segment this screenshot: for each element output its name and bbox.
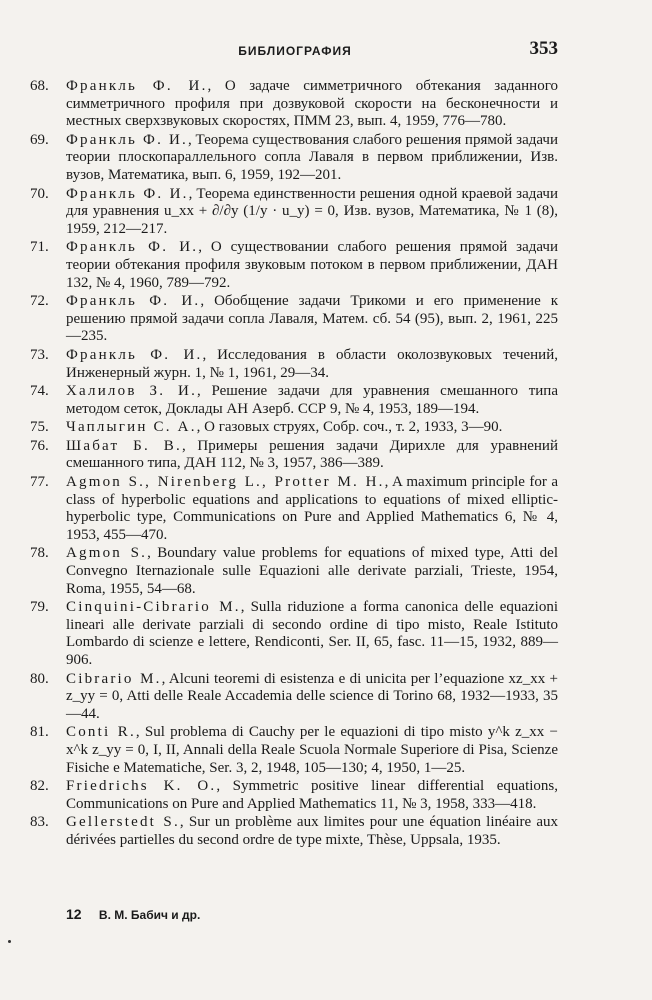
entry-number: 70. [30,185,49,202]
entry-number: 76. [30,437,49,454]
entry-author: Халилов З. И. [66,383,198,400]
entry-author: Шабат Б. В. [66,437,182,454]
entry-text: , Sul problema di Cauchy per le equazioni di tipo misto y^k z_xx − x^k z_yy = 0, I, II, Annali della Reale Scuola Normale Superiore di Pisa, Scienze Fisiche e Matematiche, Ser. 3, 2, 1948, 105—130; 4, 1950, 1—25. [66,724,558,776]
entry-text: , Symmetric positive linear differential equations, Communications on Pure and Applied Mathematics 11, № 3, 1958, 333—418. [66,778,559,812]
bibliography-entry [30,78,558,131]
entry-number: 73. [30,346,49,363]
entry-number: 74. [30,383,49,400]
entry-text: , О газовых струях, Собр. соч., т. 2, 1933, 3—90. [196,419,503,436]
entry-text: , Alcuni teoremi di esistenza e di unicita per l’equazione xz_xx + z_yy = 0, Atti delle Reale Accademia delle science di Torino 68, 1932—1933, 35—44. [66,670,558,722]
bibliography-entry [30,293,558,346]
entry-body [66,724,558,777]
entry-body [66,438,558,473]
page-footer [66,906,200,922]
entry-number: 79. [30,599,49,616]
print-speck [8,940,11,943]
bibliography-entry [30,814,558,849]
bibliography-entry [30,724,558,777]
bibliography-entry [30,671,558,724]
footer-text: В. М. Бабич и др. [98,908,201,922]
entry-body [66,778,558,813]
signature-mark: 12 [66,906,82,922]
entry-text: , О задаче симметричного обтекания заданного симметричного профиля при дозвуковой скорости на бесконечности и местных сверхзвуковых скоростях, ПММ 23, вып. 4, 1959, 776—780. [66,78,558,130]
entry-author: Франкль Ф. И. [66,185,189,202]
entry-author: Gellerstedt S. [66,814,180,831]
entry-number: 83. [30,814,49,831]
entry-number: 69. [30,131,49,148]
bibliography-entry [30,347,558,382]
bibliography-entry [30,599,558,669]
bibliography-entry [30,419,558,437]
entry-author: Франкль Ф. И. [66,346,203,363]
bibliography-entry [30,383,558,418]
entry-body [66,132,558,185]
entry-author: Conti R. [66,724,136,741]
entry-author: Франкль Ф. И. [66,293,201,310]
entry-number: 68. [30,78,49,94]
entry-text: , Решение задачи для уравнения смешанного типа методом сеток, Доклады АН Азерб. ССР 9, № 4, 1953, 189—194. [66,383,558,417]
bibliography-list [30,78,558,851]
entry-body [66,78,558,131]
page-number: 353 [529,38,558,59]
entry-body [66,293,558,346]
entry-body [66,599,558,669]
entry-body [66,186,558,239]
entry-author: Agmon S., Nirenberg L., Protter M. H. [66,474,385,491]
entry-body [66,545,558,598]
bibliography-entry [30,474,558,544]
entry-text: , Теорема существования слабого решения прямой задачи теории плоскопараллельного сопла Лаваля в первом приближении, Изв. вузов, Математика, вып. 6, 1959, 192—201. [66,131,558,183]
entry-body [66,383,558,418]
entry-text: , Boundary value problems for equations of mixed type, Atti del Convegno Iternazionale sulle Equazioni alle derivate parziali, Trieste, 1954, Roma, 1955, 54—68. [66,545,558,597]
entry-number: 78. [30,545,49,562]
entry-author: Friedrichs K. O. [66,778,217,795]
entry-body [66,474,558,544]
bibliography-entry [30,545,558,598]
entry-body [66,239,558,292]
page-title: БИБЛИОГРАФИЯ [238,44,352,58]
entry-body [66,419,558,437]
entry-number: 71. [30,239,49,256]
entry-number: 72. [30,293,49,310]
entry-number: 80. [30,670,49,687]
entry-text: , Исследования в области околозвуковых течений, Инженерный журн. 1, № 1, 1961, 29—34. [66,346,558,381]
page-header [30,38,560,64]
entry-text: , Теорема единственности решения одной краевой задачи для уравнения u_xx + ∂/∂y (1/y · u_y) = 0, Изв. вузов, Математика, № 1 (8), 1959, 212—217. [66,185,558,237]
entry-number: 77. [30,474,49,491]
entry-text: , О существовании слабого решения прямой задачи теории обтекания профиля звуковым потоком в первом приближении, ДАН 132, № 4, 1960, 789—792. [66,239,559,291]
entry-text: , Примеры решения задачи Дирихле для уравнений смешанного типа, ДАН 112, № 3, 1957, 386—389. [66,437,558,472]
entry-number: 81. [30,724,49,741]
bibliography-entry [30,239,558,292]
entry-text: , A maximum principle for a class of hyperbolic equations and applications to equations of mixed elliptic-hyperbolic type, Communications on Pure and Applied Mathematics 6, № 4, 1953, 455—470. [66,474,558,543]
entry-author: Cinquini-Cibrario M. [66,599,241,616]
bibliography-entry [30,778,558,813]
entry-author: Cibrario M. [66,670,162,687]
bibliography-entry [30,438,558,473]
entry-text: , Sulla riduzione a forma canonica delle equazioni lineari alle derivate parziali di secondo ordine di tipo misto, Reale Istituto Lombardo di scienze e lettere, Rendiconti, Ser. II, 65, fasc. 11—15, 1932, 889—906. [66,599,558,668]
entry-author: Agmon S. [66,545,148,562]
entry-author: Франкль Ф. И. [66,78,208,94]
entry-author: Франкль Ф. И. [66,239,199,256]
entry-author: Чаплыгин С. А. [66,419,197,436]
entry-number: 82. [30,778,49,795]
entry-body [66,347,558,382]
entry-body [66,671,558,724]
entry-author: Франкль Ф. И. [66,131,189,148]
entry-text: , Sur un problème aux limites pour une équation linéaire aux dérivées partielles du second ordre de type mixte, Thèse, Uppsala, 1935. [66,814,559,848]
entry-number: 75. [30,419,49,436]
entry-body [66,814,558,849]
bibliography-entry [30,186,558,239]
entry-text: , Обобщение задачи Трикоми и его применение к решению прямой задачи сопла Лаваля, Матем. сб. 54 (95), вып. 2, 1961, 225—235. [66,293,558,345]
bibliography-entry [30,132,558,185]
